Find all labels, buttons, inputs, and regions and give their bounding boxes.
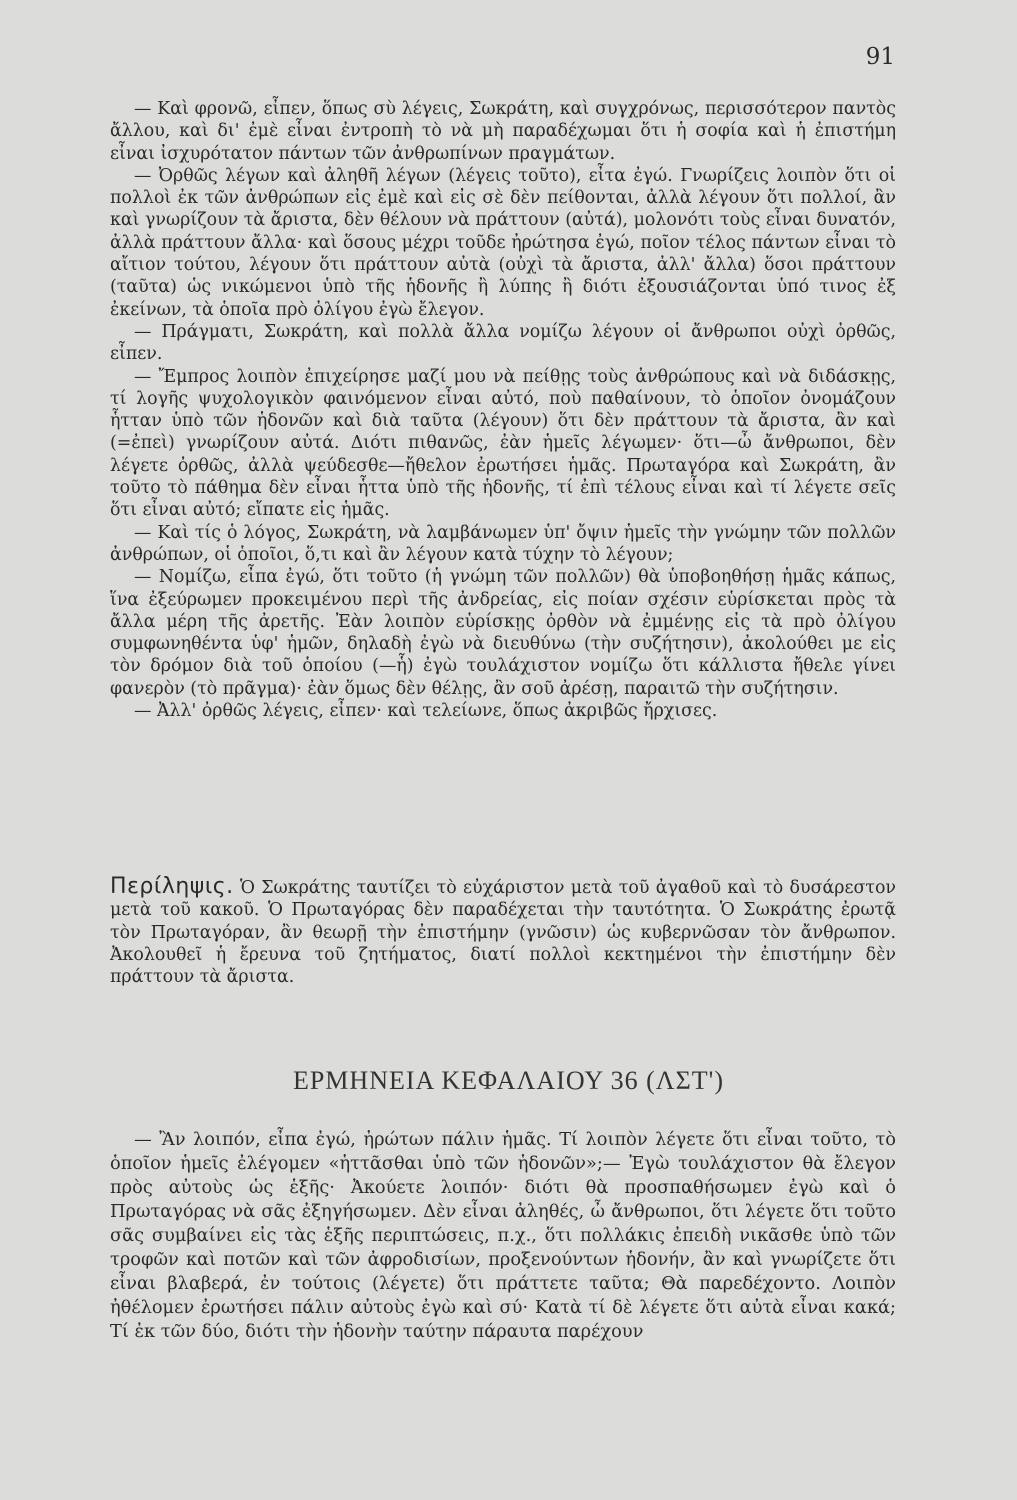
- paragraph: — Ὀρθῶς λέγων καὶ ἀληθῆ λέγων (λέγεις τοῦτο), εἶτα ἐγώ. Γνωρίζεις λοιπὸν ὅτι οἱ πολλοὶ ἐκ τῶν ἀνθρώπων εἰς ἐμὲ καὶ εἰς σὲ δὲν πείθονται, ἀλλὰ λέγουν ὅτι πολλοί, ἂν καὶ γνωρίζουν τὰ ἄριστα, δὲν θέλουν νὰ πράττουν (αὐτά), μολονότι τοὺς εἶναι δυνατόν, ἀλλὰ πράττουν ἄλλα· καὶ ὅσους μέχρι τοῦδε ἠρώτησα ἐγώ, ποῖον τέλος πάντων εἶναι τὸ αἴτιον τούτου, λέγουν ὅτι πράττουν αὐτὰ (οὐχὶ τὰ ἄριστα, ἀλλ' ἄλλα) ὅσοι πράττουν (ταῦτα) ὡς νικώμενοι ὑπὸ τῆς ἡδονῆς ἢ λύπης ἢ διότι ἐξουσιάζονται ὑπό τινος ἐξ ἐκείνων, τὰ ὁποῖα πρὸ ὀλίγου ἐγὼ ἔλεγον.: [110, 165, 896, 320]
- paragraph: — Ἔμπρος λοιπὸν ἐπιχείρησε μαζί μου νὰ πείθῃς τοὺς ἀνθρώπους καὶ νὰ διδάσκῃς, τί λογῆς ψυχολογικὸν φαινόμενον εἶναι αὐτό, ποὺ παθαίνουν, τὸ ὁποῖον ὀνομάζουν ἧτταν ὑπὸ τῶν ἡδονῶν καὶ διὰ ταῦτα (λέγουν) ὅτι δὲν πράττουν τὰ ἄριστα, ἂν καὶ (=ἐπεὶ) γνωρίζουν αὐτά. Διότι πιθανῶς, ἐὰν ἡμεῖς λέγωμεν· ὅτι—ὦ ἄνθρωποι, δὲν λέγετε ὀρθῶς, ἀλλὰ ψεύδεσθε—ἤθελον ἐρωτήσει ἡμᾶς. Πρωταγόρα καὶ Σωκράτη, ἂν τοῦτο τὸ πάθημα δὲν εἶναι ἧττα ὑπὸ τῆς ἡδονῆς, τί ἐπὶ τέλους εἶναι καὶ τί λέγετε σεῖς ὅτι εἶναι αὐτό; εἴπατε εἰς ἡμᾶς.: [110, 366, 896, 521]
- paragraph: — Ἂν λοιπόν, εἶπα ἐγώ, ἠρώτων πάλιν ἡμᾶς. Τί λοιπὸν λέγετε ὅτι εἶναι τοῦτο, τὸ ὁποῖον ἡμεῖς ἐλέγομεν «ἡττᾶσθαι ὑπὸ τῶν ἡδονῶν»;— Ἐγὼ τουλάχιστον θὰ ἔλεγον πρὸς αὐτοὺς ὡς ἑξῆς· Ἀκούετε λοιπόν· διότι θὰ προσπαθήσωμεν ἐγὼ καὶ ὁ Πρωταγόρας νὰ σᾶς ἐξηγήσωμεν. Δὲν εἶναι ἀληθές, ὦ ἄνθρωποι, ὅτι λέγετε ὅτι τοῦτο σᾶς συμβαίνει εἰς τὰς ἑξῆς περιπτώσεις, π.χ., ὅτι πολλάκις ἐπειδὴ νικᾶσθε ὑπὸ τῶν τροφῶν καὶ ποτῶν καὶ τῶν ἀφροδισίων, προξενούντων ἡδονήν, ἂν καὶ γνωρίζετε ὅτι εἶναι βλαβερά, ἐν τούτοις (λέγετε) ὅτι πράττετε ταῦτα; Θὰ παρεδέχοντο. Λοιπὸν ἠθέλομεν ἐρωτήσει πάλιν αὐτοὺς ἐγὼ καὶ σύ· Κατὰ τί δὲ λέγετε ὅτι αὐτὰ εἶναι κακά; Τί ἐκ τῶν δύο, διότι τὴν ἡδονὴν ταύτην πάραυτα παρέχουν: [110, 1129, 896, 1342]
- summary-text: Ὁ Σωκράτης ταυτίζει τὸ εὐχάριστον μετὰ τοῦ ἀγαθοῦ καὶ τὸ δυσάρεστον μετὰ τοῦ κακοῦ. Ὁ Πρωταγόρας δὲν παραδέχεται τὴν ταυτότητα. Ὁ Σωκράτης ἐρωτᾷ τὸν Πρωταγόραν, ἂν θεωρῇ τὴν ἐπιστήμην (γνῶσιν) ὡς κυβερνῶσαν τὸν ἄνθρωπον. Ἀκολουθεῖ ἡ ἔρευνα τοῦ ζητήματος, διατί πολλοὶ κεκτημένοι τὴν ἐπιστήμην δὲν πράττουν τὰ ἄριστα.: [110, 878, 896, 988]
- summary-paragraph: [110, 876, 896, 988]
- paragraph: — Νομίζω, εἶπα ἐγώ, ὅτι τοῦτο (ἡ γνώμη τῶν πολλῶν) θὰ ὑποβοηθήσῃ ἡμᾶς κάπως, ἵνα ἐξεύρωμεν προκειμένου περὶ τῆς ἀνδρείας, εἰς ποίαν σχέσιν εὑρίσκεται πρὸς τὰ ἄλλα μέρη τῆς ἀρετῆς. Ἐὰν λοιπὸν εὑρίσκῃς ὀρθὸν νὰ ἐμμένῃς εἰς τὰ πρὸ ὀλίγου συμφωνηθέντα ὑφ' ἡμῶν, δηλαδὴ ἐγὼ νὰ διευθύνω (τὴν συζήτησιν), ἀκολούθει με εἰς τὸν δρόμον διὰ τοῦ ὁποίου (—ἧ) ἐγὼ τουλάχιστον νομίζω ὅτι κάλλιστα ἤθελε γίνει φανερὸν (τὸ πρᾶγμα)· ἐὰν ὅμως δὲν θέλῃς, ἂν σοῦ ἀρέσῃ, παραιτῶ τὴν συζήτησιν.: [110, 567, 896, 699]
- chapter-heading: ΕΡΜΗΝΕΙΑ ΚΕΦΑΛΑΙΟΥ 36 (ΛΣΤ'): [292, 1066, 725, 1095]
- page-number: 91: [865, 44, 895, 70]
- paragraph: — Ἀλλ' ὀρθῶς λέγεις, εἶπεν· καὶ τελείωνε, ὅπως ἀκριβῶς ἤρχισες.: [134, 701, 718, 722]
- paragraph: — Καὶ τίς ὁ λόγος, Σωκράτη, νὰ λαμβάνωμεν ὑπ' ὄψιν ἡμεῖς τὴν γνώμην τῶν πολλῶν ἀνθρώπων, οἱ ὁποῖοι, ὅ,τι καὶ ἂν λέγουν κατὰ τύχην τὸ λέγουν;: [110, 522, 896, 565]
- summary-heading: Περίληψις.: [110, 874, 234, 899]
- paragraph: — Πράγματι, Σωκράτη, καὶ πολλὰ ἄλλα νομίζω λέγουν οἱ ἄνθρωποι οὐχὶ ὀρθῶς, εἶπεν.: [110, 321, 896, 365]
- paragraph: — Καὶ φρονῶ, εἶπεν, ὅπως σὺ λέγεις, Σωκράτη, καὶ συγχρόνως, περισσότερον παντὸς ἄλλου, καὶ δι' ἐμὲ εἶναι ἐντροπὴ τὸ νὰ μὴ παραδέχωμαι ὅτι ἡ σοφία καὶ ἡ ἐπιστήμη εἶναι ἰσχυρότατον πάντων τῶν ἀνθρωπίνων πραγμάτων.: [110, 99, 896, 164]
- chapter-text: [110, 1128, 896, 1344]
- main-text: [110, 98, 896, 722]
